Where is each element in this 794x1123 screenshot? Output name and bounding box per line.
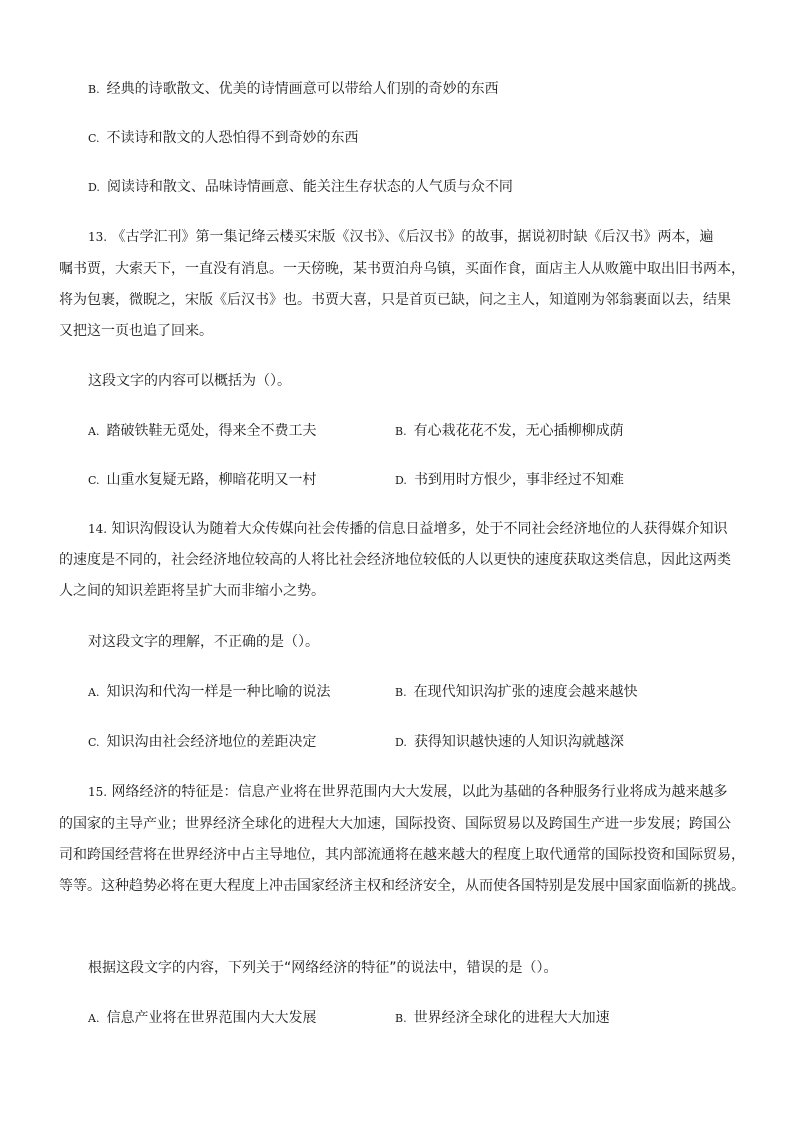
q15-passage-line-2: 的国家的主导产业；世界经济全球化的进程大大加速，国际投资、国际贸易以及跨国生产进一步发展；跨国公 [59, 816, 731, 832]
question-number: 14. [88, 522, 108, 536]
q13-option-a [88, 421, 316, 442]
q13-passage-line-1 [88, 227, 714, 247]
option-text: 知识沟由社会经济地位的差距决定 [106, 734, 317, 750]
q13-passage-line-3: 将为包裹，微睨之，宋版《后汉书》也。书贾大喜，只是首页已缺，问之主人，知道刚为邻翁裹面以去，结果 [59, 292, 731, 308]
question-number: 13. [88, 230, 108, 244]
q14-option-c [88, 732, 317, 753]
passage-text: 网络经济的特征是：信息产业将在世界范围内大大发展，以此为基础的各种服务行业将成为越来越多 [111, 784, 728, 800]
q15-passage-line-1 [88, 782, 728, 802]
passage-text: 知识沟假设认为随着大众传媒向社会传播的信息日益增多，处于不同社会经济地位的人获得媒介知识 [111, 521, 728, 537]
option-letter: C. [88, 132, 100, 145]
q13-passage-line-2: 嘱书贾，大索天下，一直没有消息。一天傍晚，某书贾泊舟乌镇，买面作食，面店主人从败簏中取出旧书两本， [59, 261, 745, 277]
option-text: 踏破铁鞋无觅处，得来全不费工夫 [106, 423, 317, 439]
q14-option-d [395, 732, 624, 753]
option-text: 知识沟和代沟一样是一种比喻的说法 [106, 684, 331, 700]
q15-question: 根据这段文字的内容，下列关于“网络经济的特征”的说法中，错误的是（）。 [88, 960, 558, 976]
option-text: 阅读诗和散文、品味诗情画意、能关注生存状态的人气质与众不同 [106, 179, 513, 195]
q14-passage-line-2: 的速度是不同的，社会经济地位较高的人将比社会经济地位较低的人以更快的速度获取这类信息，因此这两类 [59, 552, 731, 568]
option-text: 信息产业将在世界范围内大大发展 [106, 1010, 317, 1026]
option-letter: B. [395, 425, 407, 438]
option-text: 山重水复疑无路，柳暗花明又一村 [106, 472, 317, 488]
option-letter: B. [88, 83, 100, 96]
option-text: 获得知识越快速的人知识沟就越深 [413, 734, 624, 750]
option-text: 世界经济全球化的进程大大加速 [413, 1010, 610, 1026]
q12-option-b [88, 79, 499, 100]
q13-option-b [395, 421, 624, 442]
option-text: 在现代知识沟扩张的速度会越来越快 [413, 684, 638, 700]
option-letter: D. [395, 474, 407, 487]
q14-option-a [88, 682, 330, 703]
option-text: 书到用时方恨少，事非经过不知难 [413, 472, 624, 488]
question-number: 15. [88, 785, 108, 799]
q12-option-d [88, 177, 513, 198]
option-letter: D. [395, 736, 407, 749]
option-letter: A. [88, 1012, 100, 1025]
option-text: 有心栽花花不发，无心插柳柳成荫 [413, 423, 624, 439]
q15-passage-line-4: 等等。这种趋势必将在更大程度上冲击国家经济主权和经济安全，从而使各国特别是发展中国家面临新的挑战。 [59, 878, 745, 894]
q15-option-a [88, 1008, 316, 1029]
option-letter: D. [88, 181, 100, 194]
option-letter: B. [395, 686, 407, 699]
option-text: 不读诗和散文的人恐怕得不到奇妙的东西 [106, 130, 359, 146]
q14-passage-line-3: 人之间的知识差距将呈扩大而非缩小之势。 [59, 583, 325, 599]
q12-option-c [88, 128, 359, 149]
option-letter: C. [88, 736, 100, 749]
q15-option-b [395, 1008, 610, 1029]
option-letter: B. [395, 1012, 407, 1025]
q13-question: 这段文字的内容可以概括为（）。 [88, 373, 291, 389]
option-text: 经典的诗歌散文、优美的诗情画意可以带给人们别的奇妙的东西 [106, 81, 499, 97]
q15-passage-line-3: 司和跨国经营将在世界经济中占主导地位，其内部流通将在越来越大的程度上取代通常的国际投资和国际贸易， [59, 847, 745, 863]
q14-passage-line-1 [88, 519, 728, 539]
q13-option-c [88, 470, 317, 491]
option-letter: A. [88, 686, 100, 699]
q13-passage-line-4: 又把这一页也追了回来。 [59, 323, 213, 339]
passage-text: 《古学汇刊》第一集记绛云楼买宋版《汉书》、《后汉书》的故事，据说初时缺《后汉书》两本，遍 [111, 229, 714, 245]
q14-option-b [395, 682, 638, 703]
option-letter: A. [88, 425, 100, 438]
q14-question: 对这段文字的理解，不正确的是（）。 [88, 634, 319, 650]
option-letter: C. [88, 474, 100, 487]
q13-option-d [395, 470, 624, 491]
